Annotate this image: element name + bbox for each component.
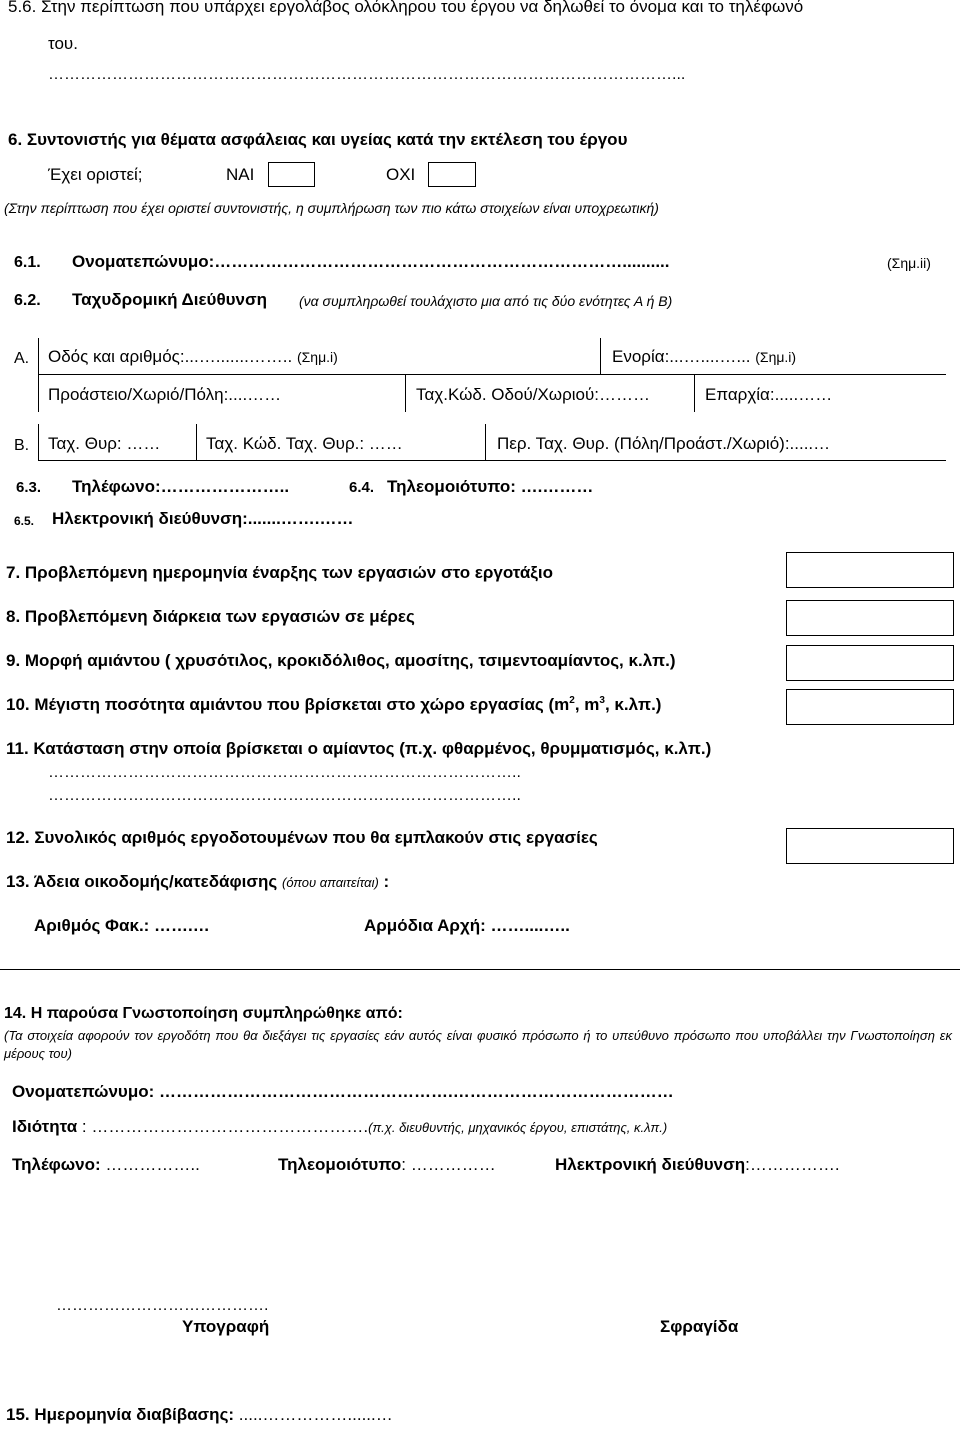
block-a-col-divider	[600, 338, 601, 374]
item-13-text: 13. Άδεια οικοδομής/κατεδάφισης	[6, 872, 278, 891]
role-label: Ιδιότητα	[12, 1117, 78, 1136]
item-13-note: (όπου απαιτείται)	[281, 875, 379, 890]
submitter-fax-label: Τηλεομοιότυπο	[278, 1155, 402, 1174]
no-checkbox[interactable]	[428, 162, 476, 187]
stamp-label: Σφραγίδα	[660, 1317, 739, 1336]
block-b-bottom-border	[38, 460, 946, 461]
transmission-date-field[interactable]	[6, 1405, 393, 1425]
submitter-phone-field[interactable]	[12, 1155, 200, 1175]
phone-number: 6.3.	[16, 479, 42, 496]
item-10-text-b: , m	[574, 695, 600, 714]
address-heading: Ταχυδρομική Διεύθυνση	[72, 290, 268, 309]
coordinator-note: (Στην περίπτωση που έχει οριστεί συντονιστής, η συμπλήρωση των πιο κάτω στοιχείων είναι υποχρεωτική)	[4, 200, 659, 216]
submitter-phone-dots: ……………..	[100, 1155, 200, 1174]
block-a-left-border	[38, 338, 39, 412]
street-note: (Σημ.i)	[296, 349, 338, 365]
coordinator-name-field[interactable]: Ονοματεπώνυμο:………………………………………………………………..........	[72, 252, 670, 271]
address-note: (να συμπληρωθεί τουλάχιστο μια από τις δύο ενότητες Α ή Β)	[299, 293, 673, 309]
appointed-question: Έχει οριστεί;	[48, 165, 143, 184]
role-dots: : ………………………………………….	[77, 1117, 369, 1136]
duration-days-input[interactable]	[786, 600, 954, 636]
permit-authority-field[interactable]: Αρμόδια Αρχή: ……....…..	[364, 916, 570, 935]
name-number: 6.1.	[14, 254, 41, 271]
coordinator-phone-field[interactable]: Τηλέφωνο:…………………..	[72, 477, 290, 496]
coordinator-email-field[interactable]: Ηλεκτρονική διεύθυνση:.......…….……	[52, 509, 354, 528]
start-date-input[interactable]	[786, 552, 954, 588]
transmission-date-label: 15. Ημερομηνία διαβίβασης:	[6, 1405, 239, 1424]
permit-file-number-field[interactable]: Αριθμός Φακ.: …….…	[34, 916, 210, 935]
block-b-letter: Β.	[14, 437, 30, 454]
submitter-email-dots: :…………….	[745, 1155, 840, 1174]
fax-number: 6.4.	[349, 479, 375, 496]
submitter-name-field[interactable]: Ονοματεπώνυμο: …………………………………………….…………………………………	[12, 1082, 674, 1101]
asbestos-quantity-input[interactable]	[786, 689, 954, 725]
submitter-email-field[interactable]	[555, 1155, 840, 1175]
submitter-role-field[interactable]	[12, 1117, 667, 1137]
pobox-field[interactable]: Ταχ. Θυρ: ……	[48, 434, 161, 453]
item-8-label: 8. Προβλεπόμενη διάρκεια των εργασιών σε μέρες	[6, 607, 415, 626]
signature-line[interactable]: ………………………………….	[56, 1297, 269, 1314]
pobox-area-field[interactable]: Περ. Ταχ. Θυρ. (Πόλη/Προάστ./Χωριό):.....…	[497, 434, 831, 453]
parish-note: (Σημ.i)	[755, 349, 797, 365]
section-6-heading: 6. Συντονιστής για θέματα ασφάλειας και υγείας κατά την εκτέλεση του έργου	[8, 130, 628, 149]
item-10-text-a: 10. Μέγιστη ποσότητα αμιάντου που βρίσκεται στο χώρο εργασίας (m	[6, 695, 570, 714]
submitter-email-label: Ηλεκτρονική διεύθυνση	[555, 1155, 746, 1174]
section-separator	[0, 969, 960, 970]
submitter-fax-dots: : ……………	[401, 1155, 496, 1174]
street-label: Οδός και αριθμός:...….......……..	[48, 347, 297, 366]
block-a-col-divider-3	[694, 374, 695, 412]
submitter-phone-label: Τηλέφωνο:	[12, 1155, 101, 1174]
item-10-label	[6, 695, 661, 715]
district-field[interactable]: Επαρχία:.....……	[705, 385, 833, 404]
item-10-text-c: , κ.λπ.)	[604, 695, 662, 714]
transmission-date-dots: .....……………......…	[238, 1405, 393, 1424]
asbestos-form-input[interactable]	[786, 645, 954, 681]
item-11-dots-1[interactable]: ……………………………………………………………………………..	[48, 764, 521, 781]
section-5-6-answer-dots: ………………………………………………………………………………………………………...	[48, 66, 686, 83]
block-a-letter: Α.	[14, 350, 30, 367]
item-10-sup-2: 3	[599, 695, 605, 706]
name-note: (Σημ.ii)	[887, 255, 931, 271]
item-10-sup-1: 2	[569, 695, 575, 706]
section-14-heading: 14. Η παρούσα Γνωστοποίηση συμπληρώθηκε από:	[4, 1005, 403, 1022]
no-label: ΟΧΙ	[386, 165, 416, 184]
block-b-col-divider-2	[485, 424, 486, 460]
postcode-field[interactable]: Ταχ.Κώδ. Οδού/Χωριού:………	[416, 385, 650, 404]
item-12-label: 12. Συνολικός αριθμός εργοδοτουμένων που θα εμπλακούν στις εργασίες	[6, 828, 598, 847]
section-5-6-line1: 5.6. Στην περίπτωση που υπάρχει εργολάβος ολόκληρου του έργου να δηλωθεί το όνομα και το τηλέφωνό	[8, 0, 804, 16]
submitter-fax-field[interactable]	[278, 1155, 496, 1175]
street-field[interactable]	[48, 347, 338, 367]
parish-label: Ενορία:...…....…...	[612, 347, 756, 366]
signature-label: Υπογραφή	[182, 1317, 270, 1336]
item-13-label	[6, 872, 389, 892]
yes-label: ΝΑΙ	[226, 165, 255, 184]
block-a-col-divider-2	[405, 374, 406, 412]
pobox-code-field[interactable]: Ταχ. Κώδ. Ταχ. Θυρ.: ……	[206, 434, 403, 453]
coordinator-fax-field[interactable]: Τηλεομοιότυπο: ….………	[387, 477, 594, 496]
item-11-label: 11. Κατάσταση στην οποία βρίσκεται ο αμίαντος (π.χ. φθαρμένος, θρυμματισμός, κ.λπ.)	[6, 739, 712, 758]
block-b-col-divider	[196, 424, 197, 460]
item-9-label: 9. Μορφή αμιάντου ( χρυσότιλος, κροκιδόλιθος, αμοσίτης, τσιμεντοαμίαντος, κ.λπ.)	[6, 651, 676, 670]
parish-field[interactable]	[612, 347, 796, 367]
section-14-note: (Τα στοιχεία αφορούν τον εργοδότη που θα διεξάγει τις εργασίες εάν αυτός είναι φυσικό πρόσωπο ή το υπεύθυνο πρόσωπο που υποβάλλει την Γνωστοποίηση εκ μέρους του)	[4, 1028, 952, 1061]
address-number: 6.2.	[14, 292, 41, 309]
item-11-dots-2[interactable]: ……………………………………………………………………………..	[48, 787, 521, 804]
employees-count-input[interactable]	[786, 828, 954, 864]
yes-checkbox[interactable]	[268, 162, 315, 187]
section-5-6-line2: του.	[48, 34, 78, 53]
suburb-field[interactable]: Προάστειο/Χωριό/Πόλη:....……	[48, 385, 282, 404]
role-note: (π.χ. διευθυντής, μηχανικός έργου, επιστάτης, κ.λπ.)	[368, 1120, 668, 1135]
item-7-label: 7. Προβλεπόμενη ημερομηνία έναρξης των εργασιών στο εργοτάξιο	[6, 563, 553, 582]
block-a-row-divider	[38, 374, 946, 375]
email-number: 6.5.	[14, 514, 35, 528]
block-b-left-border	[38, 424, 39, 460]
item-13-colon: :	[383, 872, 390, 891]
